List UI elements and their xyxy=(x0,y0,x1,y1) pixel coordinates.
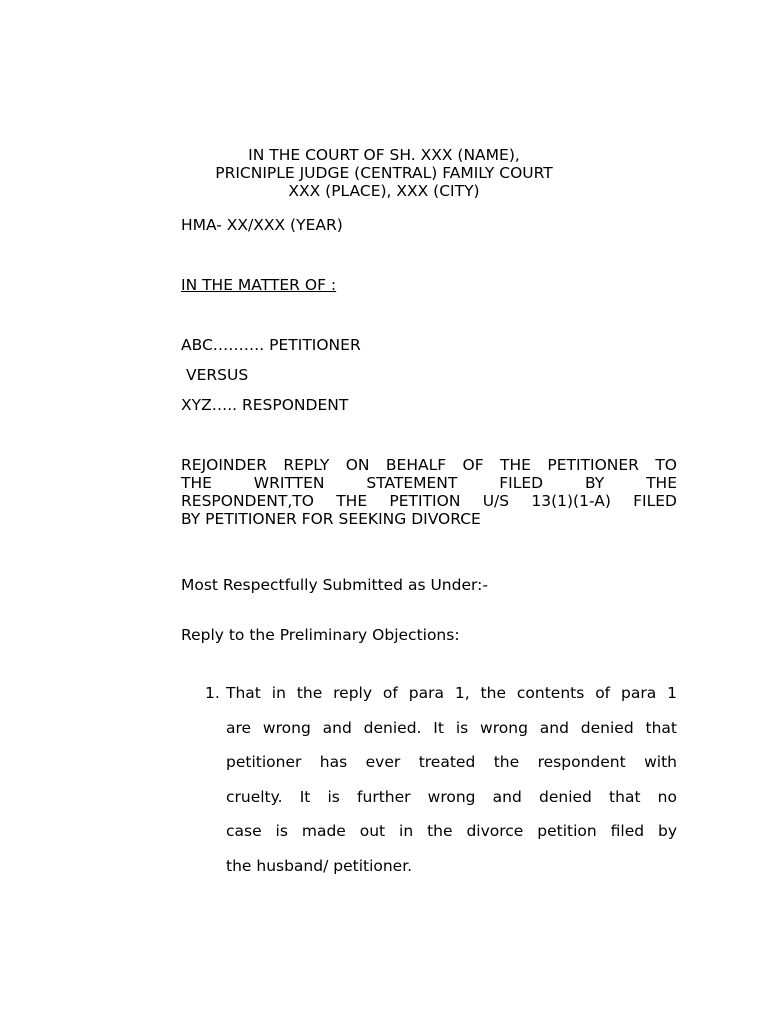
document-title-line: THE WRITTEN STATEMENT FILED BY THE xyxy=(181,474,677,492)
respondent-line: XYZ….. RESPONDENT xyxy=(181,396,349,414)
section-heading: Reply to the Preliminary Objections: xyxy=(181,626,460,644)
versus-line: VERSUS xyxy=(186,366,249,384)
paragraph-line: That in the reply of para 1, the contents of para 1 xyxy=(226,684,677,702)
document-title-line: RESPONDENT,TO THE PETITION U/S 13(1)(1-A) FILED xyxy=(181,492,677,510)
document-title-line: BY PETITIONER FOR SEEKING DIVORCE xyxy=(181,510,481,528)
paragraph-line: are wrong and denied. It is wrong and denied that xyxy=(226,718,677,737)
court-location-line: XXX (PLACE), XXX (CITY) xyxy=(288,182,480,200)
paragraph-number: 1. xyxy=(205,684,220,702)
submission-line: Most Respectfully Submitted as Under:- xyxy=(181,576,488,594)
document-title xyxy=(181,456,677,528)
paragraph-line: the husband/ petitioner. xyxy=(226,856,413,875)
paragraph-line: cruelty. It is further wrong and denied that no xyxy=(226,787,677,806)
paragraph-line: petitioner has ever treated the respondent with xyxy=(226,753,677,771)
court-name-line: IN THE COURT OF SH. XXX (NAME), xyxy=(248,146,520,164)
petitioner-line: ABC………. PETITIONER xyxy=(181,336,361,354)
matter-heading: IN THE MATTER OF : xyxy=(181,276,337,294)
paragraph-text xyxy=(226,684,677,891)
case-number: HMA- XX/XXX (YEAR) xyxy=(181,216,343,234)
judge-title-line: PRICNIPLE JUDGE (CENTRAL) FAMILY COURT xyxy=(215,164,553,182)
paragraph-line: case is made out in the divorce petition filed by xyxy=(226,822,677,840)
document-title-line: REJOINDER REPLY ON BEHALF OF THE PETITIONER TO xyxy=(181,456,677,474)
